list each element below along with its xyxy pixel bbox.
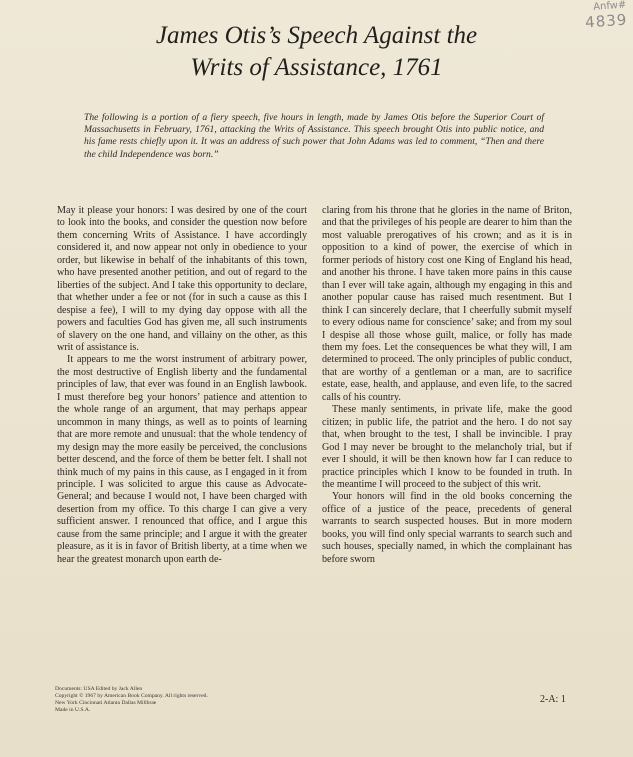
document-title bbox=[0, 20, 633, 84]
imprint-line: Copyright © 1967 by American Book Company. All rights reserved. bbox=[55, 693, 208, 699]
body-paragraph: Your honors will find in the old books concerning the office of a justice of the peace, precedents of general warrants to search suspected houses. But in more modern books, you will find only special warrants to search such and such houses, specially named, in which the complainant has before sworn bbox=[322, 491, 572, 565]
publisher-imprint bbox=[55, 686, 315, 714]
title-line-2: Writs of Assistance, 1761 bbox=[190, 54, 443, 81]
body-column-left bbox=[57, 205, 307, 566]
pencil-note-line-2: 4839 bbox=[584, 10, 628, 32]
intro-paragraph: The following is a portion of a fiery speech, five hours in length, made by James Otis before the Superior Court of Massachusetts in February, 1761, attacking the Writs of Assistance. This speech brought Otis into public notice, and his fame rests chiefly upon it. It was an address of such power that John Adams was led to comment, “Then and there the child Independence was born.” bbox=[84, 112, 544, 160]
imprint-line: New York Cincinnati Atlanta Dallas Millbrae bbox=[55, 700, 157, 706]
title-line-1: James Otis’s Speech Against the bbox=[155, 22, 478, 49]
page-number: 2-A: 1 bbox=[540, 694, 566, 705]
imprint-line: Documents: USA Edited by Jack Allen bbox=[55, 686, 143, 692]
body-paragraph: These manly sentiments, in private life, make the good citizen; in public life, the patriot and the hero. I do not say that, when brought to the test, I shall be invincible. I pray God I may never be brought to the melancholy trial, but if ever I should, it will be then known how far I can reduce to practice principles which I know to be founded in truth. In the meantime I will proceed to the subject of this writ. bbox=[322, 404, 572, 490]
body-column-right bbox=[322, 205, 572, 566]
body-paragraph: claring from his throne that he glories in the name of Briton, and that the privileges of his people are dearer to him than the most valuable prerogatives of his crown; and as it is in opposition to a kind of power, the exercise of which in former periods of history cost one King of England his head, and another his throne. I have taken more pains in this cause than I ever will take again, although my engaging in this and another popular cause has raised much resentment. But I think I can sincerely declare, that I cheerfully submit myself to every odious name for conscience’ sake; and from my soul I despise all those whose guilt, malice, or folly has made them my foes. Let the consequences be what they will, I am determined to proceed. The only principles of public conduct, that are worthy of a gentleman or a man, are to sacrifice estate, ease, health, and applause, and even life, to the sacred calls of his country. bbox=[322, 205, 573, 403]
body-paragraph: May it please your honors: I was desired by one of the court to look into the books, and consider the question now before them concerning Writs of Assistance. I have accordingly considered it, and now appear not only in obedience to your order, but likewise in behalf of the inhabitants of this town, who have presented another petition, and out of regard to the liberties of the subject. And I take this opportunity to declare, that whether under a fee or not (for in such a cause as this I despise a fee), I will to my dying day oppose with all the powers and faculties God has given me, all such instruments of slavery on the one hand, and villainy on the other, as this writ of assistance is. bbox=[57, 205, 307, 353]
pencil-note-line-1: Anfw# bbox=[592, 0, 627, 13]
imprint-line: Made in U.S.A. bbox=[55, 707, 91, 713]
body-paragraph: It appears to me the worst instrument of arbitrary power, the most destructive of English liberty and the fundamental principles of law, that ever was found in an English lawbook. I must therefore beg your honors’ patience and attention to the whole range of an argument, that may perhaps appear uncommon in many things, as well as to points of learning that are more remote and unusual: that the whole tendency of my design may the more easily be perceived, the conclusions better descend, and the force of them be better felt. I shall not think much of my pains in this cause, as I engaged in it from principle. I was solicited to argue this cause as Advocate-General; and because I would not, I have been charged with desertion from my office. To this charge I can give a very sufficient answer. I renounced that office, and I argue this cause from the same principle; and I argue it with the greater pleasure, as it is in favor of British liberty, at a time when we hear the greatest monarch upon earth de- bbox=[57, 354, 307, 565]
